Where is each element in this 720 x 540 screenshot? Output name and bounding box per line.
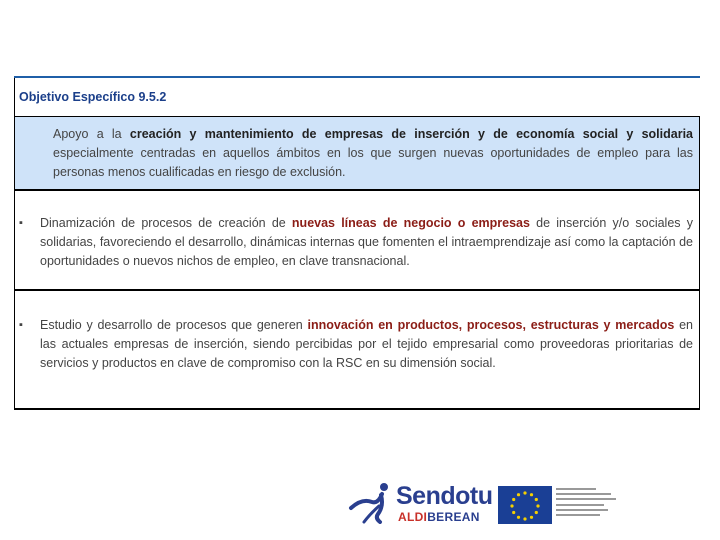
person-figure-icon [348, 480, 398, 524]
berean-part: BEREAN [427, 510, 480, 524]
intro-post: especialmente centradas en aquellos ámbitos en los que surgen nuevas oportunidades de empleo para las personas menos cualificadas en riesgo de exclusión. [53, 146, 693, 179]
intro-text [53, 125, 693, 182]
bullet-1-pre: Dinamización de procesos de creación de [40, 216, 292, 230]
title-row [14, 78, 701, 116]
bullet-2-pre: Estudio y desarrollo de procesos que generen [40, 318, 308, 332]
sendotu-wordmark: Sendotu [396, 482, 493, 510]
bullet-text-2 [40, 316, 693, 373]
eu-flag-icon [498, 486, 552, 524]
intro-box [14, 116, 700, 190]
bullet-marker: ▪ [19, 217, 23, 229]
bullet-1-highlight: nuevas líneas de negocio o empresas [291, 216, 530, 230]
bullet-box-2 [14, 290, 700, 410]
intro-pre: Apoyo a la [53, 127, 130, 141]
aldi-part: ALDI [398, 510, 428, 524]
bullet-marker: ▪ [19, 319, 23, 331]
bullet-2-highlight: innovación en productos, procesos, estructuras y mercados [307, 318, 675, 332]
eu-fund-text [556, 488, 626, 524]
bullet-2-post: en las actuales empresas de inserción, siendo percibidas por el tejido empresarial como proveedoras prioritarias de servicios y productos en clave de compromiso con la RSC en su dimensión social. [40, 318, 693, 370]
bullet-text-1 [40, 214, 693, 271]
bullet-box-1 [14, 190, 700, 290]
aldiberean-wordmark [398, 510, 480, 524]
bullet-1-post: de inserción y/o sociales y solidarias, favoreciendo el desarrollo, dinámicas internas que fomenten el intraemprendizaje así como la captación de oportunidades o nuevos nichos de empleo, en clave transnacional. [40, 216, 693, 268]
intro-bold: creación y mantenimiento de empresas de inserción y de economía social y solidaria [129, 127, 694, 141]
sendotu-logo [348, 478, 496, 526]
page-title: Objetivo Específico 9.5.2 [19, 90, 167, 104]
